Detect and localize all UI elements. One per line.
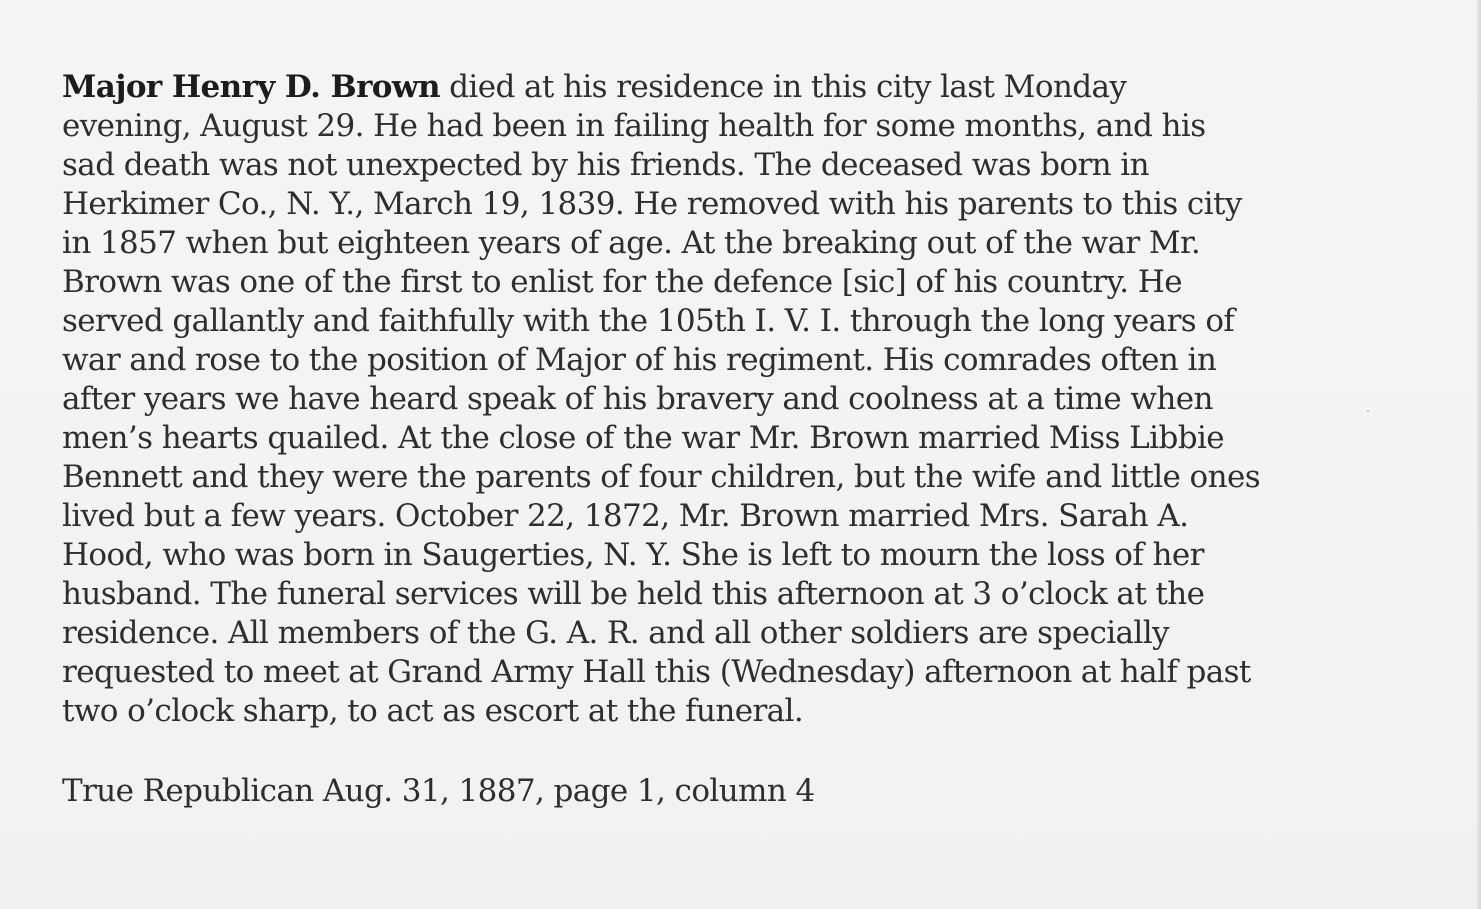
paper-speck bbox=[1367, 410, 1369, 412]
obituary-line: after years we have heard speak of his bravery and coolness at a time when bbox=[62, 381, 1213, 417]
obituary-line: served gallantly and faithfully with the 105th I. V. I. through the long years of bbox=[62, 303, 1235, 339]
obituary-line: husband. The funeral services will be held this afternoon at 3 o’clock at the bbox=[62, 576, 1205, 612]
page-edge-shadow bbox=[1477, 0, 1481, 909]
obituary-line: war and rose to the position of Major of his regiment. His comrades often in bbox=[62, 342, 1217, 378]
obituary-line: Bennett and they were the parents of four children, but the wife and little ones bbox=[62, 459, 1261, 495]
obituary-line: men’s hearts quailed. At the close of the war Mr. Brown married Miss Libbie bbox=[62, 420, 1225, 456]
obituary-line: residence. All members of the G. A. R. and all other soldiers are specially bbox=[62, 615, 1169, 651]
obituary-line: Herkimer Co., N. Y., March 19, 1839. He removed with his parents to this city bbox=[62, 186, 1242, 222]
obituary-line: Brown was one of the first to enlist for the defence [sic] of his country. He bbox=[62, 264, 1182, 300]
obituary-line: two o’clock sharp, to act as escort at the funeral. bbox=[62, 693, 804, 729]
obituary-line: Major Henry D. Brown died at his residence in this city last Monday bbox=[62, 69, 1127, 105]
subject-name: Major Henry D. Brown bbox=[62, 69, 440, 105]
obituary-line: sad death was not unexpected by his friends. The deceased was born in bbox=[62, 147, 1149, 183]
source-citation: True Republican Aug. 31, 1887, page 1, column 4 bbox=[62, 773, 815, 809]
obituary-text bbox=[62, 68, 1362, 731]
obituary-line: evening, August 29. He had been in failing health for some months, and his bbox=[62, 108, 1206, 144]
obituary-line: Hood, who was born in Saugerties, N. Y. She is left to mourn the loss of her bbox=[62, 537, 1204, 573]
obituary-line: lived but a few years. October 22, 1872, Mr. Brown married Mrs. Sarah A. bbox=[62, 498, 1189, 534]
obituary-line: in 1857 when but eighteen years of age. At the breaking out of the war Mr. bbox=[62, 225, 1201, 261]
obituary-line: requested to meet at Grand Army Hall this (Wednesday) afternoon at half past bbox=[62, 654, 1251, 690]
